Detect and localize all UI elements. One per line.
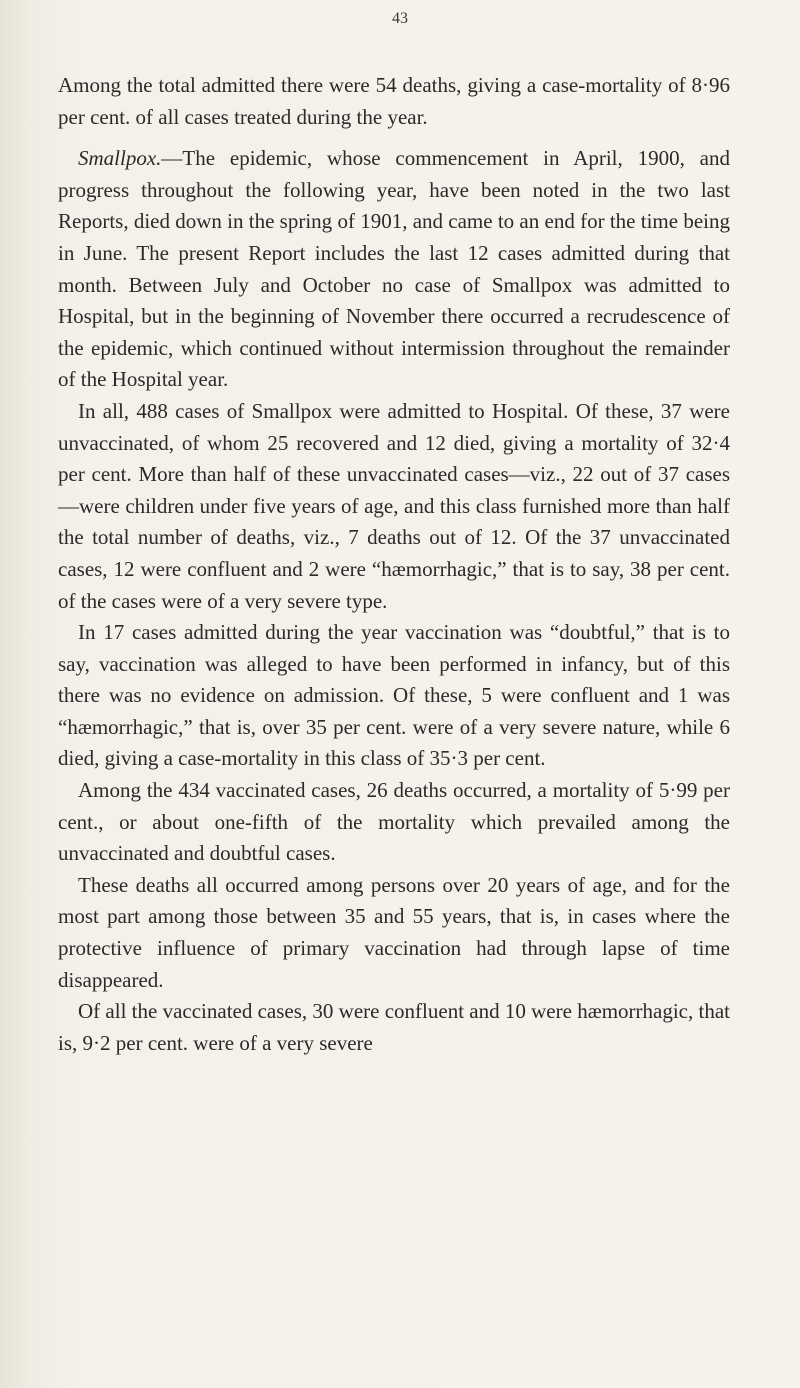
paragraph-confluent: Of all the vaccinated cases, 30 were confluent and 10 were hæmorrhagic, that is, 9·2 per cent. were of a very severe xyxy=(58,999,730,1055)
paragraph-unvaccinated: In all, 488 cases of Smallpox were admitted to Hospital. Of these, 37 were unvaccinated, of whom 25 recovered and 12 died, giving a mortality of 32·4 per cent. More than half of these unvaccinated cases—viz., 22 out of 37 cases—were children under five years of age, and this class furnished more than half the total number of deaths, viz., 7 deaths out of 12. Of the 37 unvaccinated cases, 12 were confluent and 2 were “hæmorrhagic,” that is to say, 38 per cent. of the cases were of a very severe type. xyxy=(58,398,730,613)
smallpox-intro-text: —The epidemic, whose commencement in April, 1900, and progress throughout the following year, have been noted in the two last Reports, died down in the spring of 1901, and came to an end for the time being in June. The present Report includes the last 12 cases admitted during that month. Between July and October no case of Smallpox was admitted to Hospital, but in the beginning of November there occurred a recrudescence of the epidemic, which continued without intermission throughout the remainder of the Hospital year. xyxy=(58,146,730,392)
paragraph-smallpox-intro xyxy=(58,143,730,396)
paragraph-age-deaths: These deaths all occurred among persons over 20 years of age, and for the most part among those between 35 and 55 years, that is, in cases where the protective influence of primary vaccination had through lapse of time disappeared. xyxy=(58,872,730,992)
paragraph-doubtful: In 17 cases admitted during the year vaccination was “doubtful,” that is to say, vaccination was alleged to have been performed in infancy, but of this there was no evidence on admission. Of these, 5 were confluent and 1 was “hæmorrhagic,” that is, over 35 per cent. were of a very severe nature, while 6 died, giving a case-mortality in this class of 35·3 per cent. xyxy=(58,620,730,771)
paragraph-mortality-summary: Among the total admitted there were 54 deaths, giving a case-mortality of 8·96 per cent. of all cases treated during the year. xyxy=(58,73,730,129)
section-heading-smallpox: Smallpox. xyxy=(78,146,162,171)
paragraph-vaccinated: Among the 434 vaccinated cases, 26 deaths occurred, a mortality of 5·99 per cent., or about one-fifth of the mortality which prevailed among the unvaccinated and doubtful cases. xyxy=(58,778,730,866)
body-text xyxy=(58,70,730,1059)
page-number: 43 xyxy=(392,10,408,27)
